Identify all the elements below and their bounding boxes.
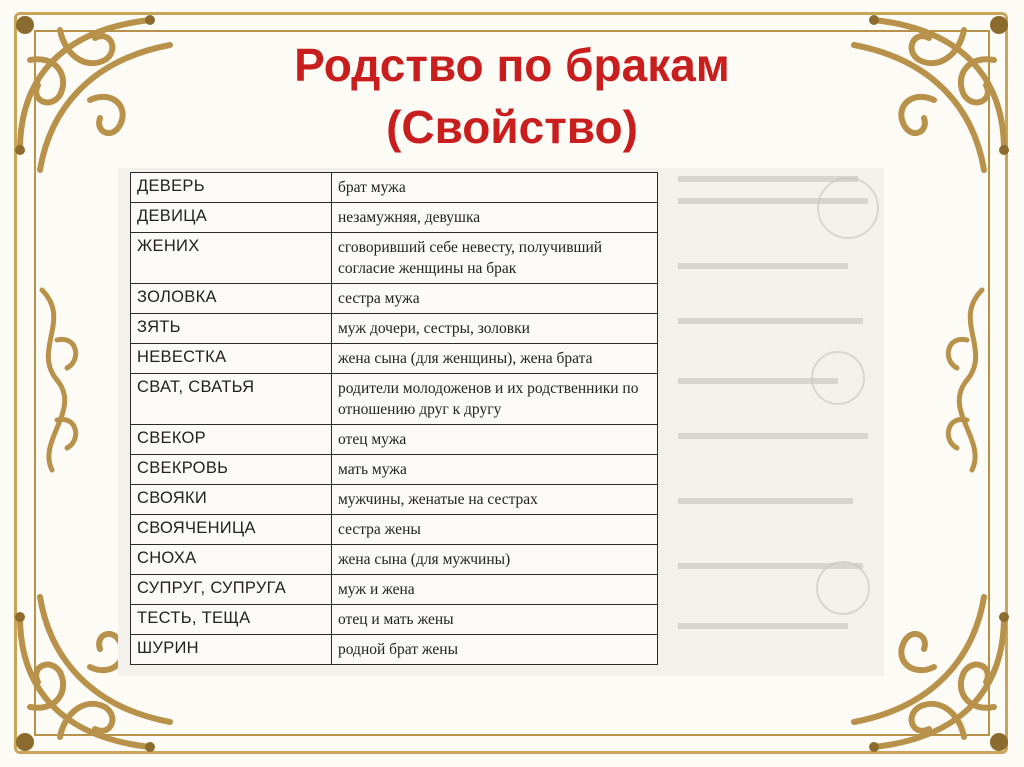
kinship-definition: отец и мать жены xyxy=(332,605,658,635)
kinship-definition: муж дочери, сестры, золовки xyxy=(332,314,658,344)
scanned-page xyxy=(118,168,884,676)
table-row xyxy=(131,455,658,485)
kinship-definition: родители молодоженов и их родственники по отношению друг к другу xyxy=(332,374,658,425)
kinship-term: ШУРИН xyxy=(131,635,332,665)
kinship-term: ЗЯТЬ xyxy=(131,314,332,344)
kinship-term: ДЕВИЦА xyxy=(131,203,332,233)
kinship-definition: муж и жена xyxy=(332,575,658,605)
kinship-definition: мужчины, женатые на сестрах xyxy=(332,485,658,515)
table-row xyxy=(131,605,658,635)
kinship-definition: жена сына (для женщины), жена брата xyxy=(332,344,658,374)
kinship-definition: сестра мужа xyxy=(332,284,658,314)
table-row xyxy=(131,233,658,284)
kinship-definition: мать мужа xyxy=(332,455,658,485)
table-row xyxy=(131,173,658,203)
kinship-definition: родной брат жены xyxy=(332,635,658,665)
kinship-term: ЗОЛОВКА xyxy=(131,284,332,314)
table-row xyxy=(131,515,658,545)
table-row xyxy=(131,575,658,605)
table-row xyxy=(131,374,658,425)
table-row xyxy=(131,203,658,233)
kinship-definition: брат мужа xyxy=(332,173,658,203)
side-ornament-left xyxy=(22,280,92,480)
kinship-definition: сестра жены xyxy=(332,515,658,545)
kinship-term: СНОХА xyxy=(131,545,332,575)
kinship-term: СВЕКОР xyxy=(131,425,332,455)
title-line-1: Родство по бракам xyxy=(294,39,730,91)
table-row xyxy=(131,485,658,515)
table-row xyxy=(131,344,658,374)
table-row xyxy=(131,545,658,575)
kinship-term: СВОЯЧЕНИЦА xyxy=(131,515,332,545)
kinship-definition: незамужняя, девушка xyxy=(332,203,658,233)
kinship-definition: жена сына (для мужчины) xyxy=(332,545,658,575)
side-ornament-right xyxy=(932,280,1002,480)
page-title xyxy=(0,34,1024,158)
kinship-term: СВЕКРОВЬ xyxy=(131,455,332,485)
kinship-term: ТЕСТЬ, ТЕЩА xyxy=(131,605,332,635)
table-row xyxy=(131,314,658,344)
kinship-term: СУПРУГ, СУПРУГА xyxy=(131,575,332,605)
kinship-term: СВОЯКИ xyxy=(131,485,332,515)
table-row xyxy=(131,425,658,455)
kinship-term: НЕВЕСТКА xyxy=(131,344,332,374)
table-row xyxy=(131,635,658,665)
kinship-term: СВАТ, СВАТЬЯ xyxy=(131,374,332,425)
kinship-term: ЖЕНИХ xyxy=(131,233,332,284)
title-line-2: (Свойство) xyxy=(386,101,638,153)
kinship-definition: сговоривший себе невесту, получивший согласие женщины на брак xyxy=(332,233,658,284)
kinship-definition: отец мужа xyxy=(332,425,658,455)
table-row xyxy=(131,284,658,314)
kinship-term: ДЕВЕРЬ xyxy=(131,173,332,203)
kinship-table xyxy=(130,172,658,665)
